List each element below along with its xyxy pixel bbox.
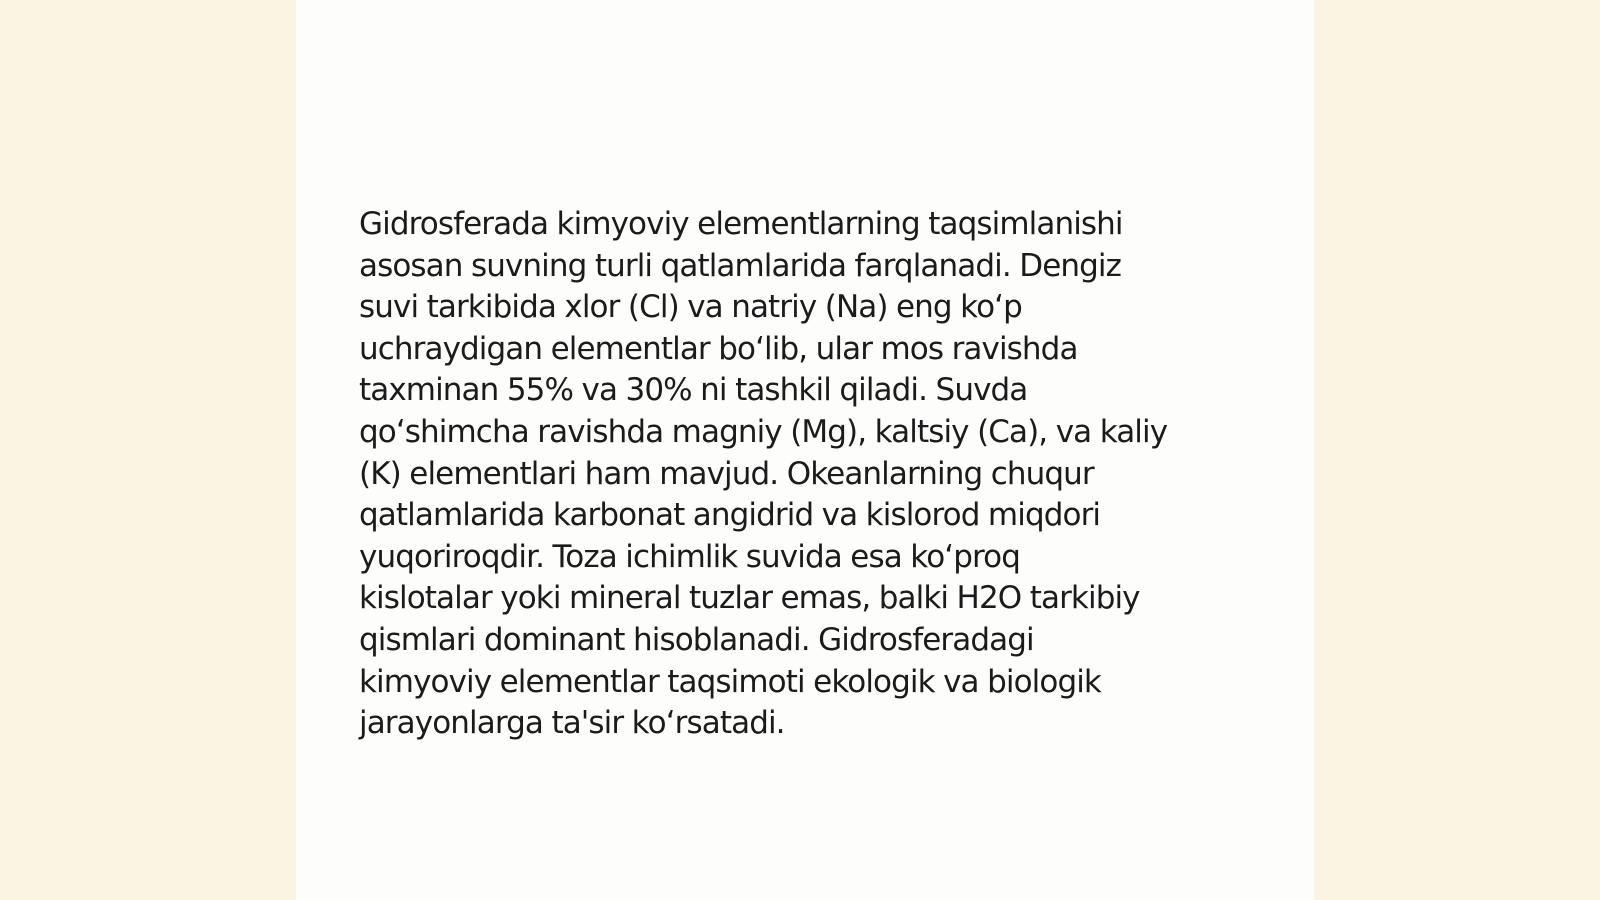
right-margin-background (1314, 0, 1600, 900)
slide-page (296, 0, 1314, 900)
body-paragraph: Gidrosferada kimyoviy elementlarning taqsimlanishi asosan suvning turli qatlamlarida farqlanadi. Dengiz suvi tarkibida xlor (Cl) va natriy (Na) eng koʻp uchraydigan elementlar boʻlib, ular mos ravishda taxminan 55% va 30% ni tashkil qiladi. Suvda qoʻshimcha ravishda magniy (Mg), kaltsiy (Ca), va kaliy (K) elementlari ham mavjud. Okeanlarning chuqur qatlamlarida karbonat angidrid va kislorod miqdori yuqoriroqdir. Toza ichimlik suvida esa koʻproq kislotalar yoki mineral tuzlar emas, balki H2O tarkibiy qismlari dominant hisoblanadi. Gidrosferadagi kimyoviy elementlar taqsimoti ekologik va biologik jarayonlarga ta'sir koʻrsatadi. (359, 206, 1168, 742)
left-margin-background (0, 0, 296, 900)
